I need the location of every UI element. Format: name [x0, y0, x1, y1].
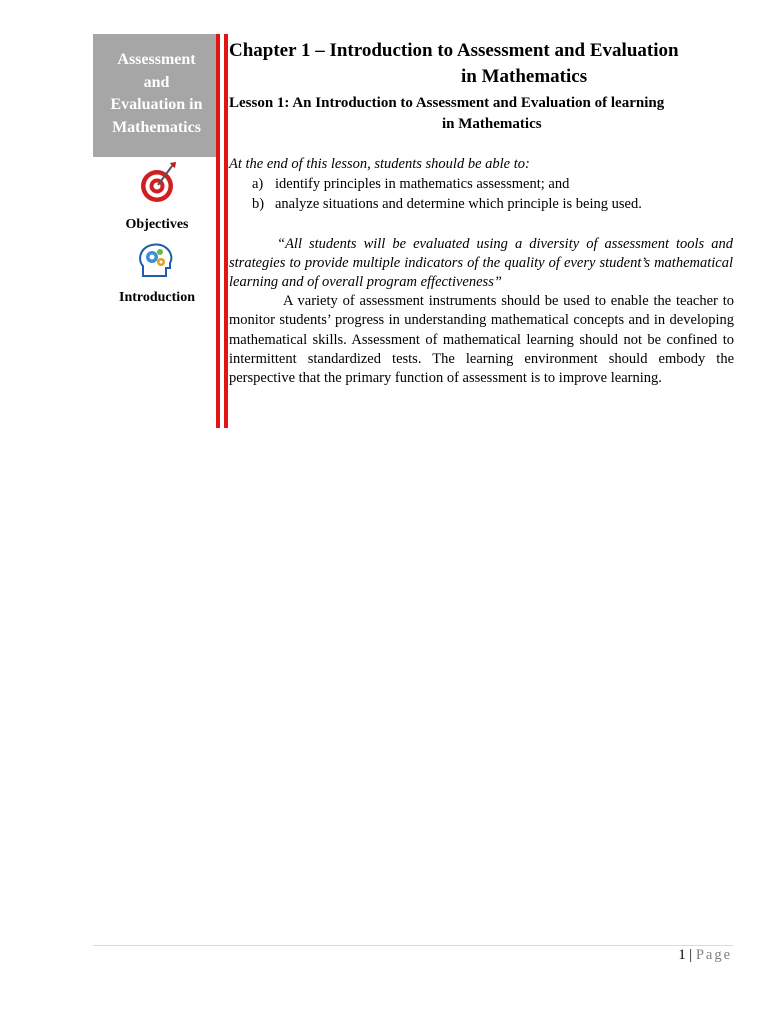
list-item-text: identify principles in mathematics assessment; and: [275, 176, 570, 192]
chapter-title-line2: in Mathematics: [461, 66, 588, 87]
objectives-intro: At the end of this lesson, students should be able to:: [229, 156, 530, 172]
target-dart-icon: [137, 160, 179, 209]
sidebar-title-line: and: [143, 73, 170, 91]
list-marker: a): [252, 176, 264, 192]
introduction-label: Introduction: [119, 290, 195, 305]
chapter-title-line1: Chapter 1 – Introduction to Assessment and Evaluation: [229, 40, 679, 61]
page-number: 1: [678, 947, 686, 963]
footer-separator: |: [689, 947, 693, 963]
page-footer: [678, 947, 732, 964]
quote-text: “All students will be evaluated using a diversity of assessment tools and strategies to provide multiple indicators of the quality of every student’s mathematical learning and of overall program effectiveness”: [229, 236, 733, 291]
introduction-paragraph: [229, 292, 734, 388]
list-item: [252, 175, 642, 195]
sidebar-title-line: Assessment: [117, 51, 196, 68]
introduction-quote: [229, 235, 733, 293]
objectives-list: [252, 175, 642, 214]
red-divider-line: [224, 34, 228, 428]
sidebar-title-line: Mathematics: [112, 118, 201, 136]
chapter-title: [229, 38, 768, 90]
list-item: [252, 195, 642, 215]
lesson-title-line1: Lesson 1: An Introduction to Assessment and Evaluation of learning: [229, 95, 665, 111]
lesson-title-line2: in Mathematics: [442, 116, 542, 132]
objectives-label: Objectives: [125, 217, 189, 232]
page-label: Page: [695, 947, 732, 963]
list-marker: b): [252, 195, 265, 212]
head-gears-icon: [137, 242, 175, 285]
sidebar-title-line: Evaluation in: [110, 96, 203, 113]
sidebar-title-box: [93, 34, 220, 157]
lesson-title: [229, 93, 739, 135]
paragraph-text: A variety of assessment instruments should be used to enable the teacher to monitor students’ progress in understanding mathematical concepts and in developing mathematical skills. Assessment of mathematical learning should not be confined to intermittent standardized tests. The learning environment should embody the perspective that the primary function of assessment is to improve learning.: [229, 293, 734, 387]
footer-divider: [93, 945, 733, 946]
list-item-text: analyze situations and determine which principle is being used.: [275, 195, 642, 212]
